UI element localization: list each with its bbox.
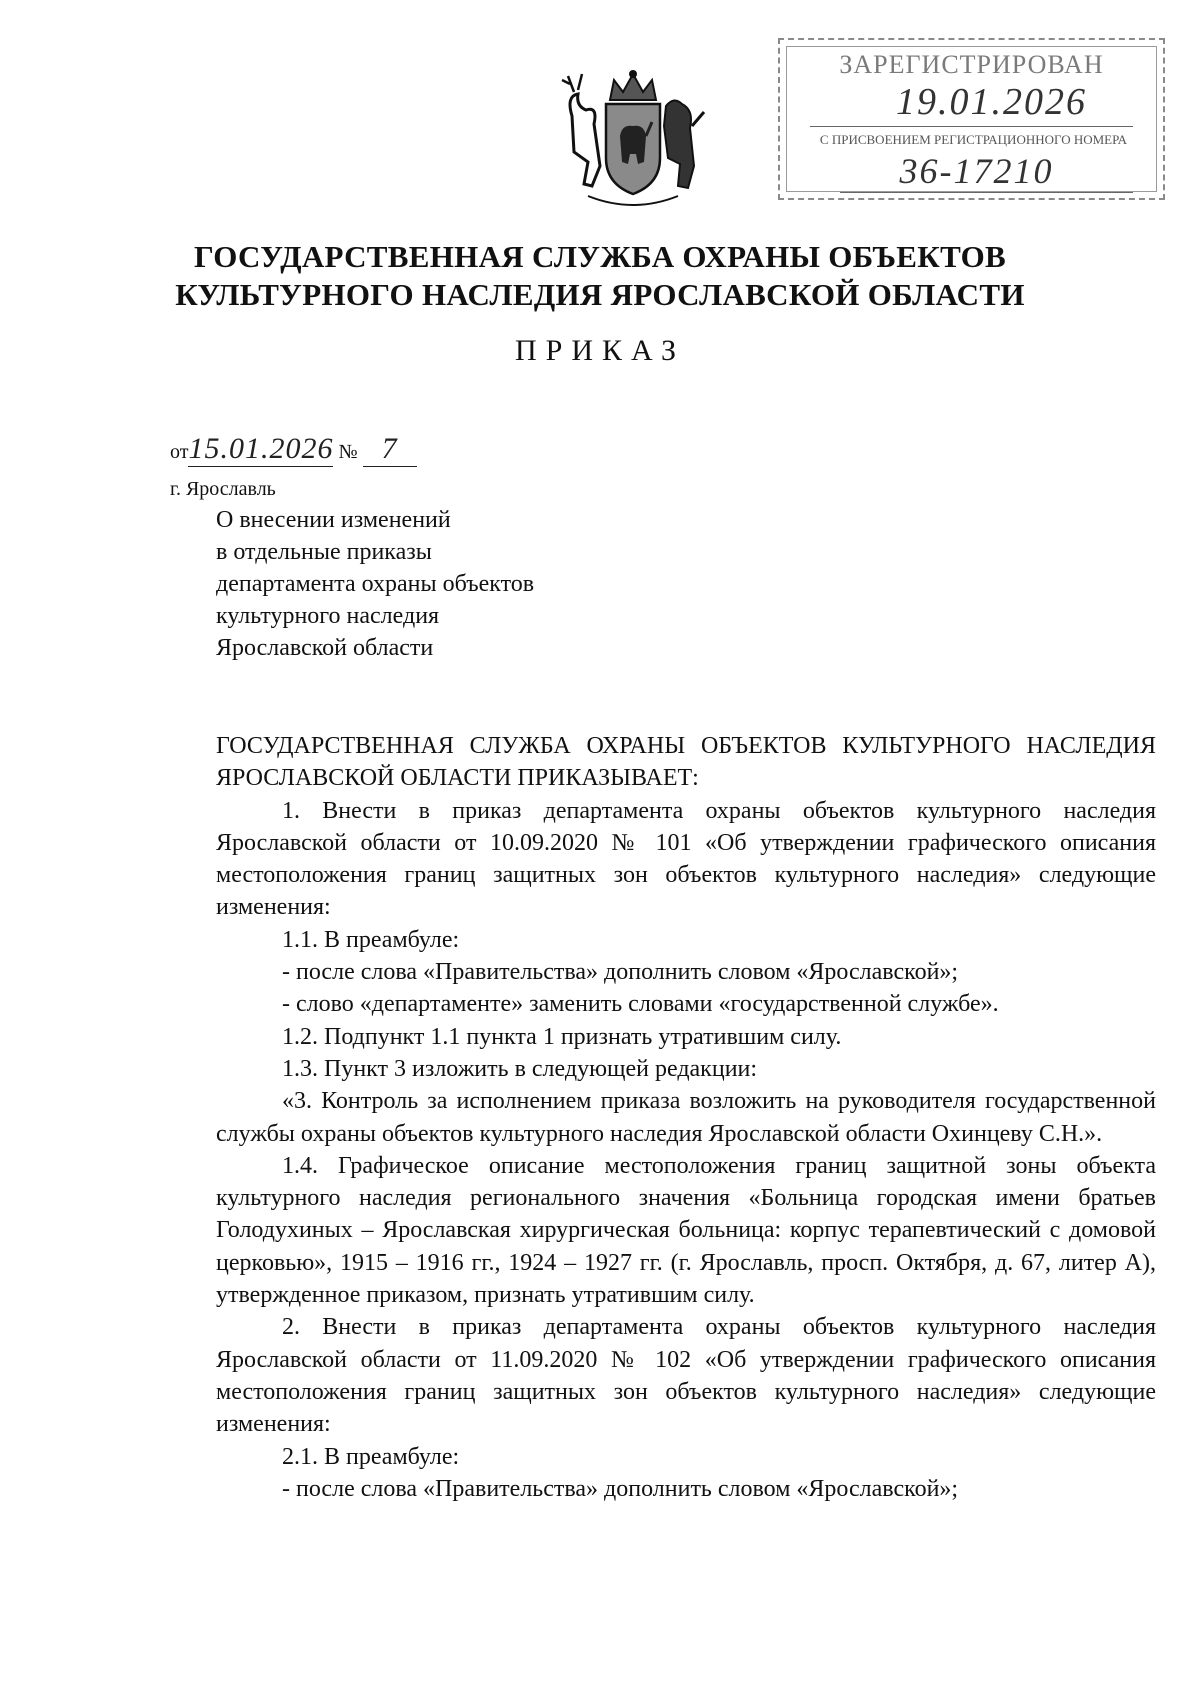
body-paragraph: 1.2. Подпункт 1.1 пункта 1 признать утратившим силу. (282, 1023, 842, 1050)
stamp-title: ЗАРЕГИСТРИРОВАН (839, 50, 1104, 79)
body-paragraph: 2.1. В преамбуле: (282, 1443, 460, 1470)
stamp-divider (840, 192, 1133, 193)
stamp-date: 19.01.2026 (896, 81, 1087, 123)
body-paragraph: 1.3. Пункт 3 изложить в следующей редакции: (282, 1055, 758, 1082)
order-date: 15.01.2026 (188, 432, 334, 465)
body-paragraph: 2. Внести в приказ департамента охраны объектов культурного наследия Ярославской области от 11.09.2020 № 102 «Об утверждении графического описания местоположения границ защитных зон объектов культурного наследия» следующие изменения: (216, 1314, 1156, 1438)
subject-line: Ярославской области (216, 635, 434, 661)
preamble-paragraph: ГОСУДАРСТВЕННАЯ СЛУЖБА ОХРАНЫ ОБЪЕКТОВ КУЛЬТУРНОГО НАСЛЕДИЯ ЯРОСЛАВСКОЙ ОБЛАСТИ ПРИКАЗЫВАЕТ: (216, 733, 1156, 792)
stamp-divider (810, 126, 1133, 127)
from-label: от (170, 441, 189, 463)
date-number-line (170, 432, 417, 467)
body-paragraph: - после слова «Правительства» дополнить словом «Ярославской»; (282, 1475, 959, 1502)
body-paragraph: 1.1. В преамбуле: (282, 926, 460, 953)
body-paragraph: - после слова «Правительства» дополнить словом «Ярославской»; (282, 959, 959, 986)
order-number: 7 (381, 432, 398, 465)
body-paragraph: «3. Контроль за исполнением приказа возложить на руководителя государственной службы охраны объектов культурного наследия Ярославской области Охинцеву С.Н.». (216, 1088, 1156, 1147)
document-body (216, 730, 1156, 1505)
subject-line: департамента охраны объектов (216, 571, 535, 597)
subject-line: в отдельные приказы (216, 539, 432, 565)
body-paragraph: 1.4. Графическое описание местоположения границ защитной зоны объекта культурного наследия регионального значения «Больница городская имени братьев Голодухиных – Ярославская хирургическая больница: корпус терапевтический с домовой церковью», 1915 – 1916 гг., 1924 – 1927 гг. (г. Ярославль, просп. Октября, д. 67, литер А), утвержденное приказом, признать утратившим силу. (216, 1152, 1156, 1309)
order-subject (216, 504, 534, 664)
body-paragraph: - слово «департаменте» заменить словами «государственной службе». (282, 991, 999, 1018)
date-field-underline (188, 432, 333, 467)
organization-heading-line: КУЛЬТУРНОГО НАСЛЕДИЯ ЯРОСЛАВСКОЙ ОБЛАСТИ (175, 277, 1025, 312)
subject-line: культурного наследия (216, 603, 440, 629)
number-label: № (338, 441, 358, 463)
registration-stamp (778, 38, 1165, 200)
organization-heading-line: ГОСУДАРСТВЕННАЯ СЛУЖБА ОХРАНЫ ОБЪЕКТОВ (193, 239, 1007, 274)
coat-of-arms-icon (548, 66, 718, 216)
subject-line: О внесении изменений (216, 507, 451, 533)
stamp-number: 36-17210 (899, 151, 1054, 191)
stamp-subtitle: С ПРИСВОЕНИЕМ РЕГИСТРАЦИОННОГО НОМЕРА (819, 132, 1128, 147)
body-paragraph: 1. Внести в приказ департамента охраны объектов культурного наследия Ярославской области от 10.09.2020 № 101 «Об утверждении графического описания местоположения границ защитных зон объектов культурного наследия» следующие изменения: (216, 797, 1156, 921)
organization-heading (0, 238, 1200, 314)
document-type: ПРИКАЗ (515, 334, 685, 367)
number-field-underline (363, 432, 417, 467)
city: г. Ярославль (170, 478, 276, 500)
